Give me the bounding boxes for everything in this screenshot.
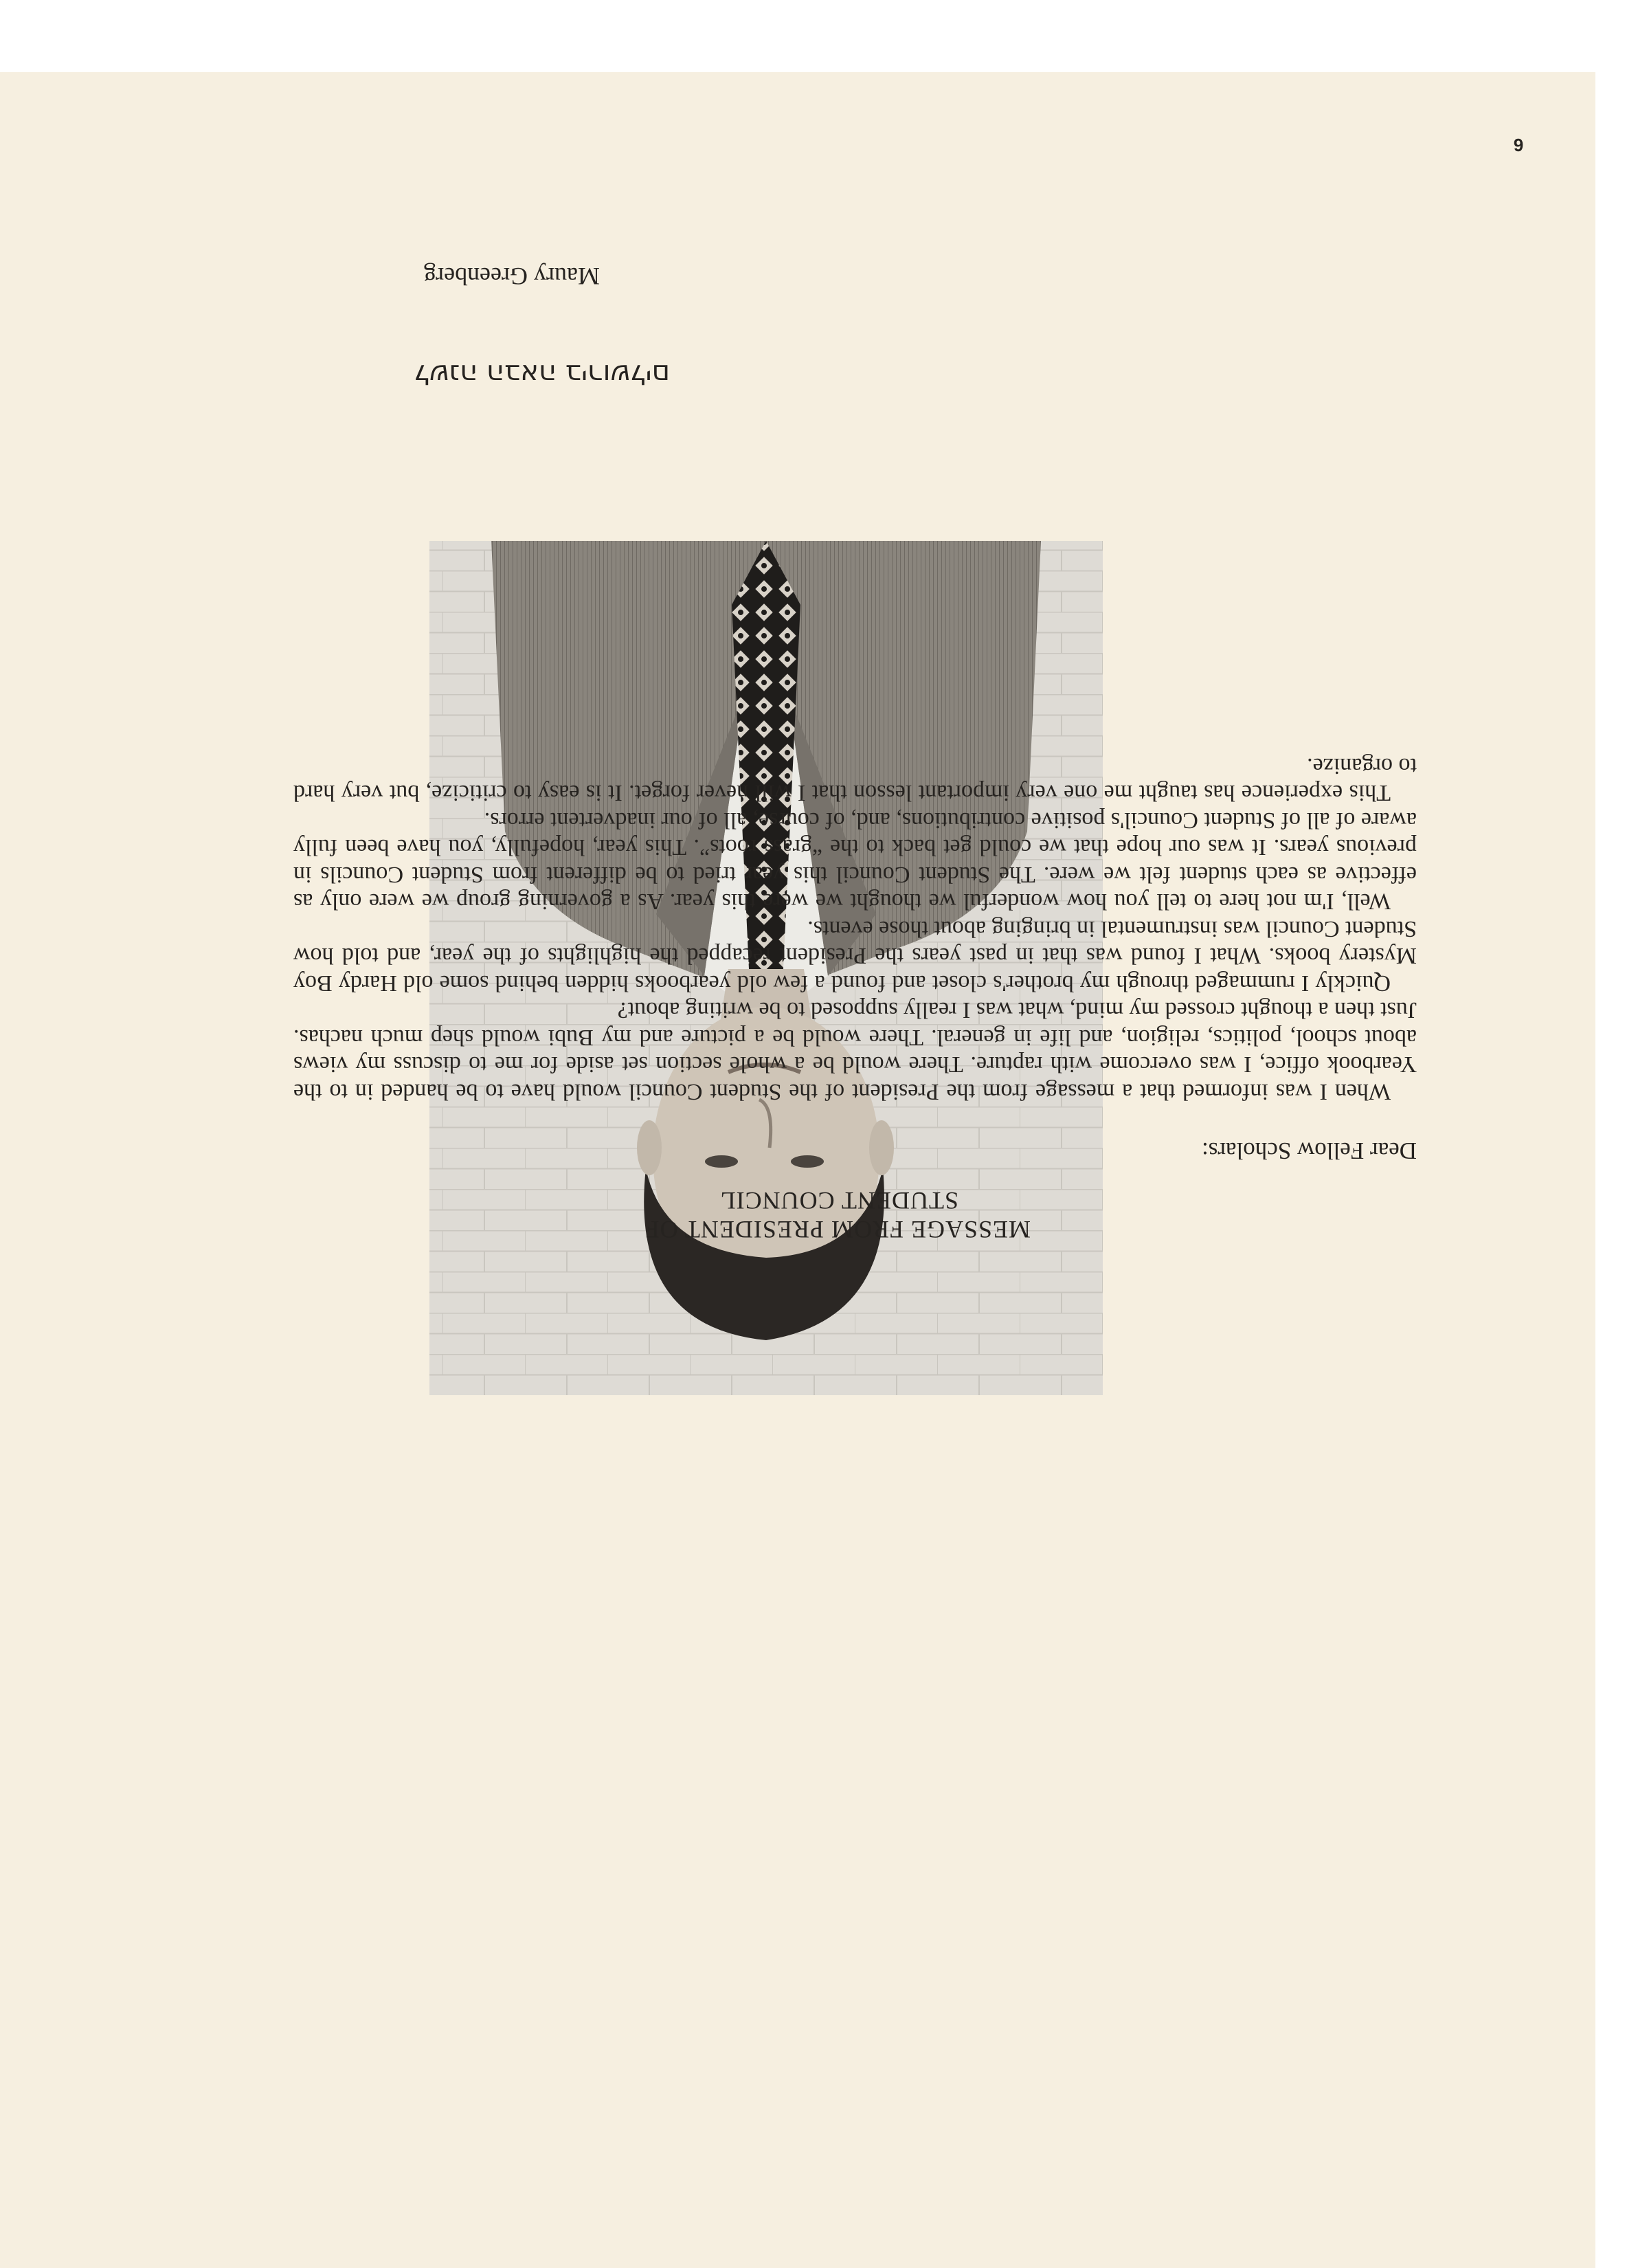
page-number: 6 [1513, 135, 1524, 155]
salutation: Dear Fellow Scholars: [1202, 1137, 1417, 1164]
paragraph-2: Quickly I rummaged through my brother's closet and found a few old yearbooks hidden behind some old Hardy Boy Mystery books. What I found was that in past years the President recapped the highlights of the year, and told how Student Council was instrumental in bringing about those events. [293, 916, 1417, 996]
title-line-1: MESSAGE FROM PRESIDENT OF [644, 1216, 1031, 1243]
paragraph-3: Well, I'm not here to tell you how wonderful we thought we were this year. As a governing group we were only as effective as each student felt we were. The Student Council this year tried to be different from Student Councils in previous years. It was our hope that we could get back to the “grass roots”. This year, hopefully, you have been fully aware of all of Student Council's positive contributions, and, of course, all of our inadvertent errors. [293, 808, 1417, 915]
page-title [412, 1186, 1031, 1244]
title-line-2: STUDENT COUNCIL [719, 1187, 958, 1214]
message-body [293, 753, 1417, 1106]
paragraph-4: This experience has taught me one very important lesson that I will never forget. It is easy to criticize, but very hard to organize. [293, 753, 1417, 806]
hebrew-closing: לשנה הבאה בירושלים [414, 358, 670, 390]
paragraph-1: When I was informed that a message from the President of the Student Council would have to be handed in to the Yearbook office, I was overcome with rapture. There would be a whole section set aside for me to discuss my views about school, politics, religion, and life in general. There would be a picture and my Bubi would shep much nachas. Just then a thought crossed my mind, what was I really supposed to be writing about? [293, 997, 1417, 1104]
signature-name: Maury Greenberg [423, 263, 600, 290]
